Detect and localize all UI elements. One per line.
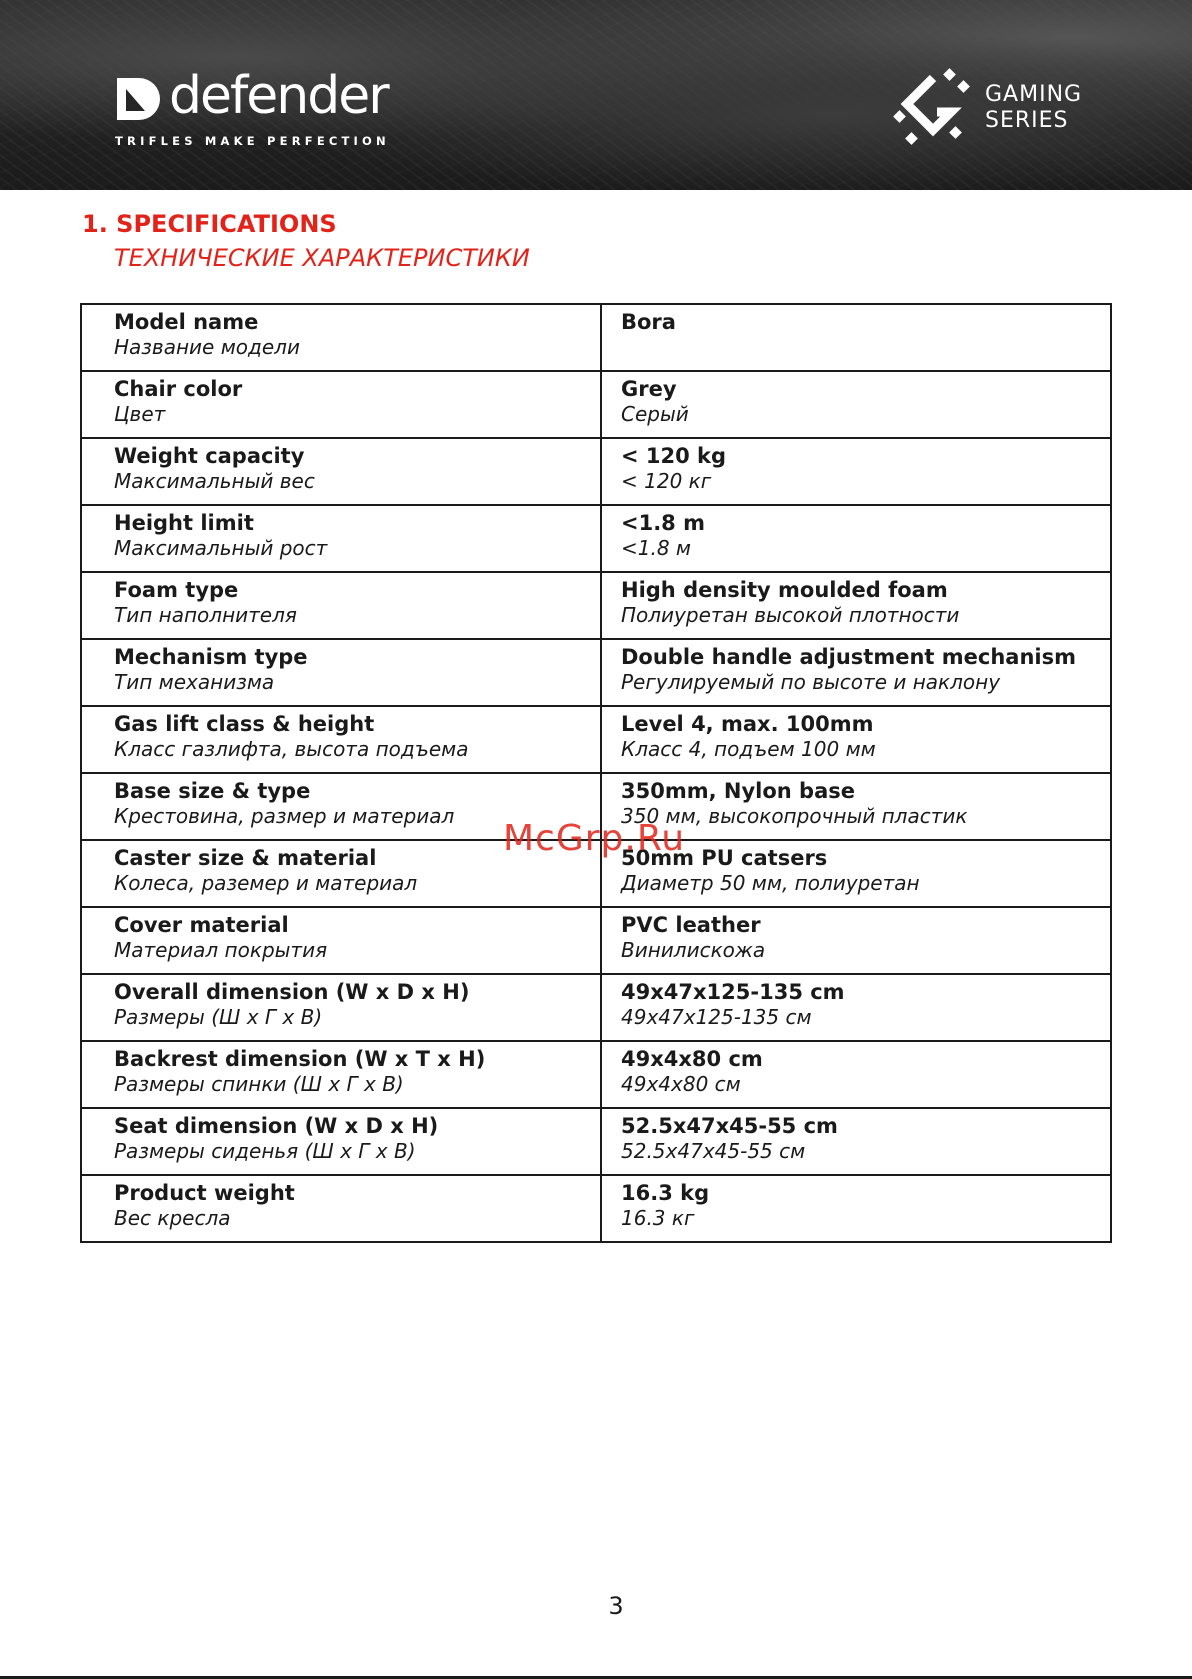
spec-value-cell <box>601 639 1111 706</box>
spec-label-ru: Тип механизма <box>114 670 275 694</box>
spec-value-ru: 49x4x80 см <box>621 1072 741 1096</box>
header-banner <box>0 0 1192 190</box>
spec-label-en: Foam type <box>114 578 239 602</box>
spec-label-cell <box>81 706 601 773</box>
spec-value-en: < 120 kg <box>621 444 727 468</box>
gaming-series-logo-icon <box>893 68 973 148</box>
spec-value-en: Level 4, max. 100mm <box>621 712 874 736</box>
spec-label-ru: Размеры сиденья (Ш х Г х В) <box>114 1139 416 1163</box>
gaming-series-text <box>985 82 1082 134</box>
spec-label-cell <box>81 1108 601 1175</box>
spec-label-ru: Колеса, раземер и материал <box>114 871 418 895</box>
spec-label-ru: Вес кресла <box>114 1206 231 1230</box>
spec-label-en: Cover material <box>114 913 289 937</box>
spec-label-cell <box>81 907 601 974</box>
spec-value-en: 350mm, Nylon base <box>621 779 855 803</box>
spec-label-en: Product weight <box>114 1181 295 1205</box>
table-row <box>81 1041 1111 1108</box>
spec-label-ru: Крестовина, размер и материал <box>114 804 455 828</box>
spec-value-ru: 52.5x47x45-55 см <box>621 1139 806 1163</box>
table-row <box>81 304 1111 371</box>
spec-label-en: Height limit <box>114 511 254 535</box>
table-row <box>81 572 1111 639</box>
spec-value-en: <1.8 m <box>621 511 705 535</box>
spec-value-cell <box>601 371 1111 438</box>
spec-value-en: 49x4x80 cm <box>621 1047 763 1071</box>
table-row <box>81 974 1111 1041</box>
spec-value-ru: 49x47x125-135 см <box>621 1005 812 1029</box>
specifications-table <box>80 303 1112 1243</box>
spec-label-en: Chair color <box>114 377 243 401</box>
brand-tagline: TRIFLES MAKE PERFECTION <box>115 134 390 148</box>
spec-label-ru: Название модели <box>114 335 300 359</box>
spec-label-ru: Цвет <box>114 402 166 426</box>
table-row <box>81 639 1111 706</box>
spec-value-ru: Винилискожа <box>621 938 766 962</box>
spec-value-cell <box>601 974 1111 1041</box>
spec-value-cell <box>601 572 1111 639</box>
spec-label-cell <box>81 974 601 1041</box>
spec-value-en: 49x47x125-135 cm <box>621 980 845 1004</box>
spec-label-cell <box>81 505 601 572</box>
spec-label-ru: Класс газлифта, высота подъема <box>114 737 469 761</box>
section-subtitle: ТЕХНИЧЕСКИЕ ХАРАКТЕРИСТИКИ <box>114 244 530 272</box>
spec-value-ru: Диаметр 50 мм, полиуретан <box>621 871 920 895</box>
spec-value-cell <box>601 706 1111 773</box>
table-row <box>81 1175 1111 1242</box>
page-number: 3 <box>608 1592 624 1620</box>
gaming-series-line1: GAMING <box>985 82 1083 107</box>
spec-value-ru: Серый <box>621 402 689 426</box>
spec-value-cell <box>601 907 1111 974</box>
spec-label-en: Base size & type <box>114 779 311 803</box>
brand-logo <box>115 66 435 152</box>
spec-value-en: High density moulded foam <box>621 578 948 602</box>
spec-label-en: Seat dimension (W x D x H) <box>114 1114 439 1138</box>
table-row <box>81 438 1111 505</box>
spec-label-en: Gas lift class & height <box>114 712 375 736</box>
section-title: 1. SPECIFICATIONS <box>82 210 337 238</box>
spec-value-ru: Полиуретан высокой плотности <box>621 603 960 627</box>
spec-label-en: Overall dimension (W x D x H) <box>114 980 470 1004</box>
spec-value-cell <box>601 1175 1111 1242</box>
spec-label-ru: Материал покрытия <box>114 938 328 962</box>
table-row <box>81 1108 1111 1175</box>
gaming-series-logo <box>893 68 1093 148</box>
spec-label-cell <box>81 371 601 438</box>
watermark: McGrp.Ru <box>503 818 686 859</box>
spec-value-ru: Регулируемый по высоте и наклону <box>621 670 1001 694</box>
spec-label-cell <box>81 304 601 371</box>
spec-label-ru: Размеры спинки (Ш х Г х В) <box>114 1072 404 1096</box>
table-row <box>81 505 1111 572</box>
spec-value-en: 52.5x47x45-55 cm <box>621 1114 838 1138</box>
spec-value-cell <box>601 1108 1111 1175</box>
spec-value-en: Bora <box>621 310 676 334</box>
spec-label-en: Mechanism type <box>114 645 308 669</box>
brand-name: defender <box>169 66 388 126</box>
spec-value-en: Grey <box>621 377 677 401</box>
spec-value-en: 16.3 kg <box>621 1181 710 1205</box>
spec-value-cell <box>601 505 1111 572</box>
spec-label-ru: Размеры (Ш х Г х В) <box>114 1005 323 1029</box>
spec-label-cell <box>81 639 601 706</box>
table-row <box>81 706 1111 773</box>
spec-label-cell <box>81 1041 601 1108</box>
spec-value-ru: Класс 4, подъем 100 мм <box>621 737 876 761</box>
spec-value-en: Double handle adjustment mechanism <box>621 645 1076 669</box>
specifications-table-body <box>81 304 1111 1242</box>
spec-value-cell <box>601 438 1111 505</box>
spec-label-en: Backrest dimension (W x T x H) <box>114 1047 486 1071</box>
spec-value-en: PVC leather <box>621 913 761 937</box>
spec-label-ru: Максимальный вес <box>114 469 315 493</box>
gaming-series-line2: SERIES <box>985 108 1069 133</box>
spec-value-ru: < 120 кг <box>621 469 712 493</box>
spec-label-ru: Тип наполнителя <box>114 603 297 627</box>
spec-value-ru: 350 мм, высокопрочный пластик <box>621 804 968 828</box>
spec-value-ru: 16.3 кг <box>621 1206 695 1230</box>
table-row <box>81 907 1111 974</box>
spec-label-ru: Максимальный рост <box>114 536 328 560</box>
spec-label-en: Weight capacity <box>114 444 305 468</box>
table-row <box>81 371 1111 438</box>
spec-label-en: Caster size & material <box>114 846 377 870</box>
spec-value-ru: <1.8 м <box>621 536 692 560</box>
spec-value-en: 50mm PU catsers <box>621 846 828 870</box>
spec-value-cell <box>601 1041 1111 1108</box>
spec-label-en: Model name <box>114 310 259 334</box>
spec-label-cell <box>81 438 601 505</box>
spec-label-cell <box>81 1175 601 1242</box>
spec-label-cell <box>81 572 601 639</box>
spec-value-cell <box>601 304 1111 371</box>
defender-logo-icon <box>115 76 161 122</box>
